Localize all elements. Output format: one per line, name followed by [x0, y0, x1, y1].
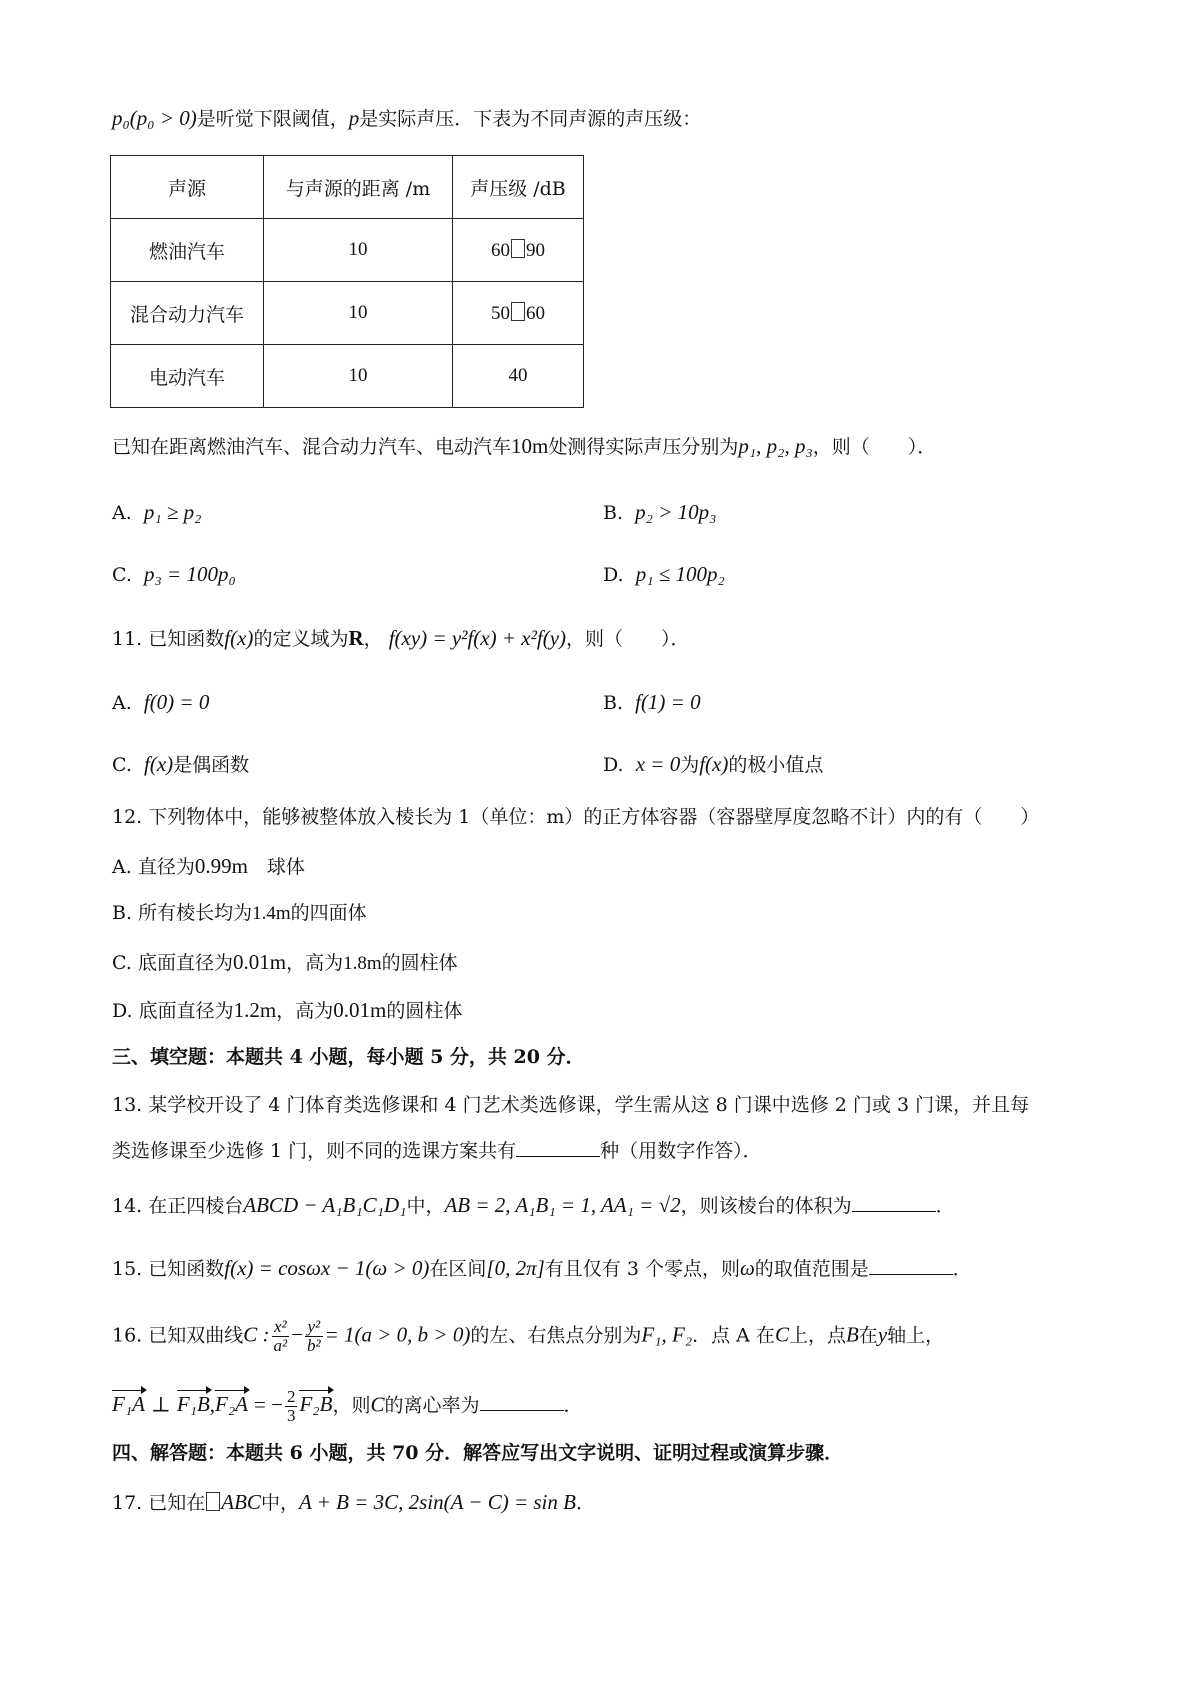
- threshold-math: p₀(p₀ > 0): [112, 106, 197, 130]
- answer-blank[interactable]: [516, 1140, 600, 1157]
- header-distance: 与声源的距离 /m: [264, 156, 453, 219]
- sound-source-table: [110, 155, 584, 408]
- intro-line: [112, 106, 701, 131]
- cell-distance: 10: [264, 345, 453, 408]
- q13-line-1: 13. 某学校开设了 4 门体育类选修课和 4 门艺术类选修课，学生需从这 8 门课中选修 2 门或 3 门课，并且每: [112, 1094, 1030, 1116]
- q10-stem: 已知在距离燃油汽车、混合动力汽车、电动汽车10m处测得实际声压分别为p₁, p₂, p₃，则（ ）．: [112, 434, 937, 458]
- q12-option-c: C. 底面直径为0.01m，高为1.8m的圆柱体: [112, 950, 458, 974]
- vector-f2b: F₂B: [299, 1392, 333, 1417]
- y-fraction: $\frac{\text{y²}}{\text{b²}}$: [306, 1317, 321, 1355]
- q12-option-a: A. 直径为0.99m 球体: [112, 854, 305, 878]
- table-row: [111, 282, 584, 345]
- section-3-heading: 三、填空题：本题共 4 小题，每小题 5 分，共 20 分．: [112, 1046, 585, 1068]
- q11-option-a: A. f(0) = 0: [112, 690, 210, 714]
- q12-option-d: D. 底面直径为1.2m，高为0.01m的圆柱体: [112, 998, 463, 1022]
- q10-option-a: A. p₁ ≥ p₂: [112, 500, 202, 524]
- cell-distance: 10: [264, 282, 453, 345]
- header-level: 声压级 /dB: [453, 156, 584, 219]
- q16-line-2: F₁A ⊥ F₁B,F₂A = − $\frac{2}{3}$ F₂B，则C的离心率为 ．: [112, 1387, 583, 1425]
- two-thirds-fraction: $\frac{2}{3}$: [286, 1387, 296, 1425]
- q13-line-2: 类选修课至少选修 1 门，则不同的选课方案共有 种（用数字作答）．: [112, 1140, 762, 1162]
- table-row: [111, 345, 584, 408]
- cell-source: 燃油汽车: [111, 219, 264, 282]
- q11-option-d: D. x = 0为f(x)的极小值点: [603, 752, 824, 776]
- vector-f2a: F₂A: [215, 1392, 248, 1417]
- header-source: 声源: [111, 156, 264, 219]
- vector-f1b: F₁B: [176, 1392, 210, 1417]
- cell-level: 60 90: [453, 219, 584, 282]
- range-glyph: [511, 302, 525, 321]
- q17-line: 17. 已知在 ABC中，A + B = 3C, 2sin(A − C) = sin B．: [112, 1490, 595, 1514]
- q10-option-d: D. p₁ ≤ 100p₂: [603, 562, 725, 586]
- q10-option-b: B. p₂ > 10p₃: [603, 500, 717, 524]
- q12-stem: 12. 下列物体中，能够被整体放入棱长为 1（单位：m）的正方体容器（容器壁厚度忽略不计）内的有（ ）: [112, 806, 1040, 828]
- cell-level: 50 60: [453, 282, 584, 345]
- q11-stem: 11. 已知函数f(x)的定义域为R， f(xy) = y²f(x) + x²f(y)，则（ ）．: [112, 626, 690, 650]
- q15-line: 15. 已知函数f(x) = cosωx − 1(ω > 0)在区间[0, 2π]有且仅有 3 个零点，则ω的取值范围是 ．: [112, 1256, 972, 1280]
- intro-text-1: 是听觉下限阈值，: [196, 108, 349, 130]
- section-4-heading: 四、解答题：本题共 6 小题，共 70 分．解答应写出文字说明、证明过程或演算步骤．: [112, 1442, 844, 1464]
- q10-option-c: C. p₃ = 100p₀: [112, 562, 236, 586]
- q14-line: 14. 在正四棱台ABCD − A₁B₁C₁D₁中，AB = 2, A₁B₁ = 1, AA₁ = √2，则该棱台的体积为 ．: [112, 1193, 955, 1217]
- q12-option-b: B. 所有棱长均为1.4m的四面体: [112, 902, 367, 924]
- cell-level: 40: [453, 345, 584, 408]
- cell-source: 混合动力汽车: [111, 282, 264, 345]
- answer-blank[interactable]: [480, 1394, 564, 1411]
- table-row: [111, 219, 584, 282]
- answer-blank[interactable]: [869, 1258, 953, 1275]
- answer-blank[interactable]: [852, 1195, 936, 1212]
- triangle-glyph: [206, 1492, 220, 1511]
- x-fraction: $\frac{\text{x²}}{\text{a²}}$: [273, 1317, 288, 1355]
- p-symbol: p: [348, 106, 360, 130]
- intro-text-2: 是实际声压．下表为不同声源的声压级：: [359, 108, 702, 130]
- cell-distance: 10: [264, 219, 453, 282]
- cell-source: 电动汽车: [111, 345, 264, 408]
- range-glyph: [511, 239, 525, 258]
- table-header-row: [111, 156, 584, 219]
- q11-option-c: C. f(x)是偶函数: [112, 752, 250, 776]
- vector-f1a: F₁A: [112, 1392, 145, 1417]
- q11-option-b: B. f(1) = 0: [603, 690, 701, 714]
- q16-line-1: 16. 已知双曲线C : $\frac{\text{x²}}{\text{a²}}$ − $\frac{\text{y²}}{\text{b²}}$ = 1(a > 0, b > 0)的左、右焦点分别为F₁, F₂．点 A 在C上，点B在y轴上，: [112, 1317, 945, 1355]
